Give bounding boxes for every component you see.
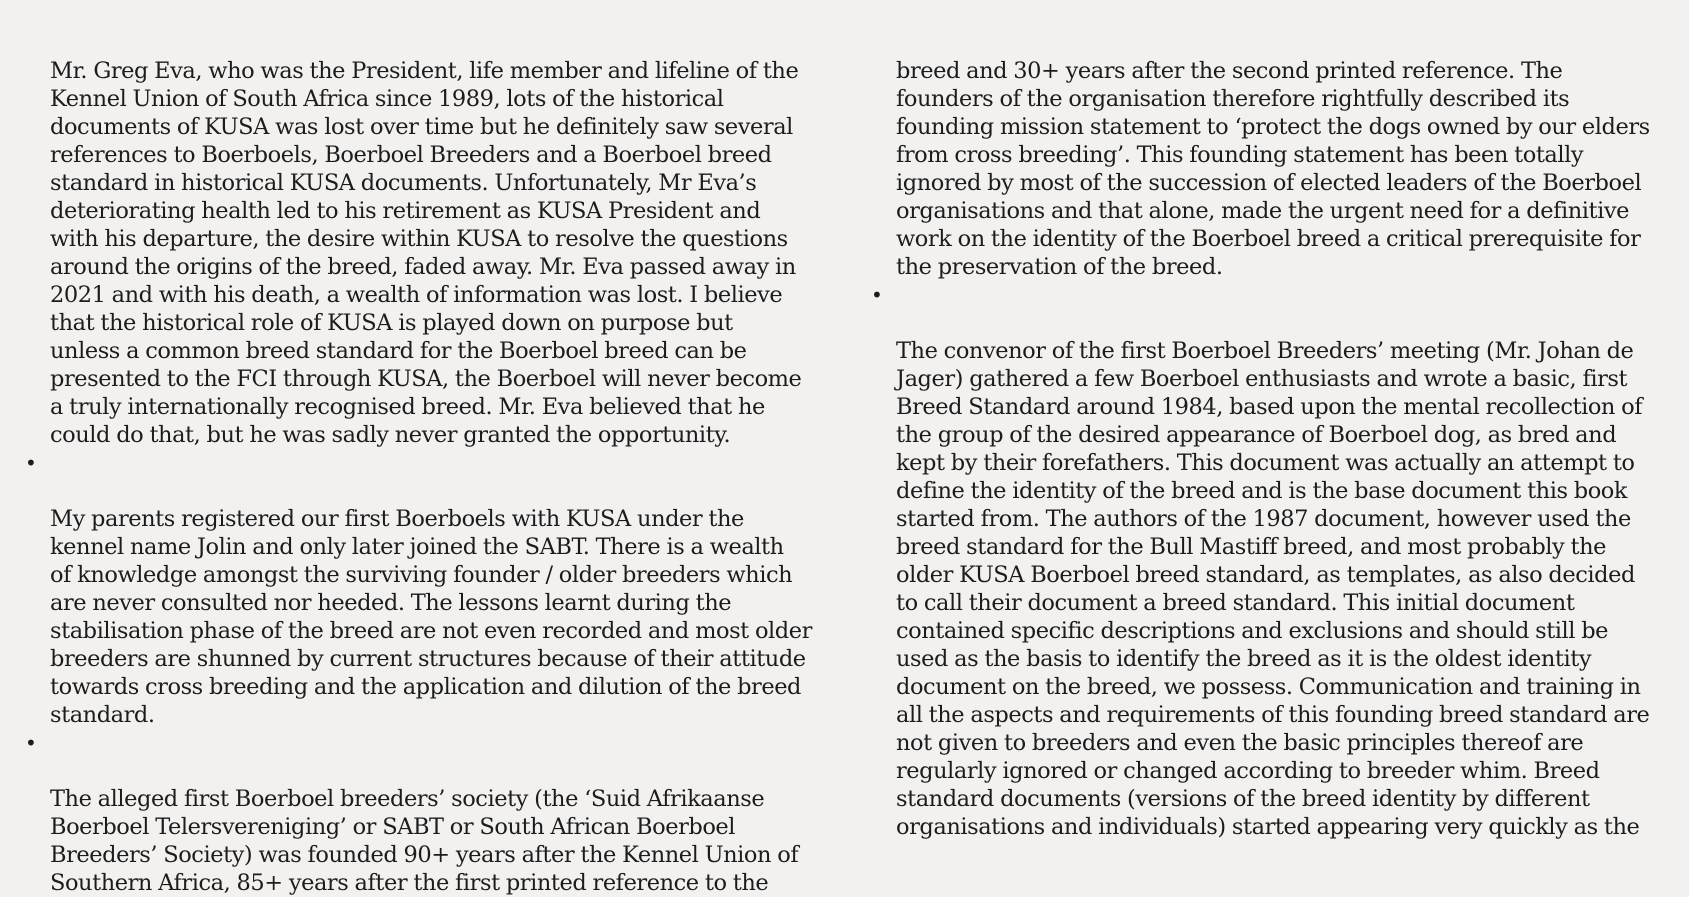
bullet-item-parents-registered [25, 449, 820, 729]
bullet-marker: • [25, 451, 37, 475]
bullet-marker: • [871, 283, 883, 307]
bullet-item-convenor [871, 281, 1676, 841]
paragraph-continuation: breed and 30+ years after the second printed reference. The founders of the organisation therefore rightfully described its founding mission statement to ‘protect the dogs owned by our elders from cross breeding’. This founding statement has been totally ignored by most of the succession of elected leaders of the Boerboel organisations and that alone, made the urgent need for a definitive work on the identity of the Boerboel breed a critical prerequisite for the preservation of the breed. [896, 58, 1650, 280]
bullet-item-text: The alleged first Boerboel breeders’ society (the ‘Suid Afrikaanse Boerboel Telersvereniging’ or SABT or South African Boerboel Breeders’ Society) was founded 90+ years after the Kennel Union of Southern Africa, 85+ years after the first printed reference to the [50, 786, 799, 896]
bullet-item-first-breeders-society [25, 729, 820, 897]
right-column [871, 57, 1676, 841]
bullet-item-text: My parents registered our first Boerboels with KUSA under the kennel name Jolin and only later joined the SABT. There is a wealth of knowledge amongst the surviving founder / older breeders which are never consulted nor heeded. The lessons learnt during the stabilisation phase of the breed are not even recorded and most older breeders are shunned by current structures because of their attitude towards cross breeding and the application and dilution of the breed standard. [50, 506, 812, 728]
bullet-item-text: The convenor of the first Boerboel Breeders’ meeting (Mr. Johan de Jager) gathered a few Boerboel enthusiasts and wrote a basic, first Breed Standard around 1984, based upon the mental recollection of the group of the desired appearance of Boerboel dog, as bred and kept by their forefathers. This document was actually an attempt to define the identity of the breed and is the base document this book started from. The authors of the 1987 document, however used the breed standard for the Bull Mastiff breed, and most probably the older KUSA Boerboel breed standard, as templates, as also decided to call their document a breed standard. This initial document contained specific descriptions and exclusions and should still be used as the basis to identify the breed as it is the oldest identity document on the breed, we possess. Communication and training in all the aspects and requirements of this founding breed standard are not given to breeders and even the basic principles thereof are regularly ignored or changed according to breeder whim. Breed standard documents (versions of the breed identity by different organisations and individuals) started appearing very quickly as the [896, 338, 1650, 840]
left-column [25, 57, 820, 897]
bullet-marker: • [25, 731, 37, 755]
paragraph-greg-eva: Mr. Greg Eva, who was the President, life member and lifeline of the Kennel Union of South Africa since 1989, lots of the historical documents of KUSA was lost over time but he definitely saw several references to Boerboels, Boerboel Breeders and a Boerboel breed standard in historical KUSA documents. Unfortunately, Mr Eva’s deteriorating health led to his retirement as KUSA President and with his departure, the desire within KUSA to resolve the questions around the origins of the breed, faded away. Mr. Eva passed away in 2021 and with his death, a wealth of information was lost. I believe that the historical role of KUSA is played down on purpose but unless a common breed standard for the Boerboel breed can be presented to the FCI through KUSA, the Boerboel will never become a truly internationally recognised breed. Mr. Eva believed that he could do that, but he was sadly never granted the opportunity. [50, 58, 802, 448]
